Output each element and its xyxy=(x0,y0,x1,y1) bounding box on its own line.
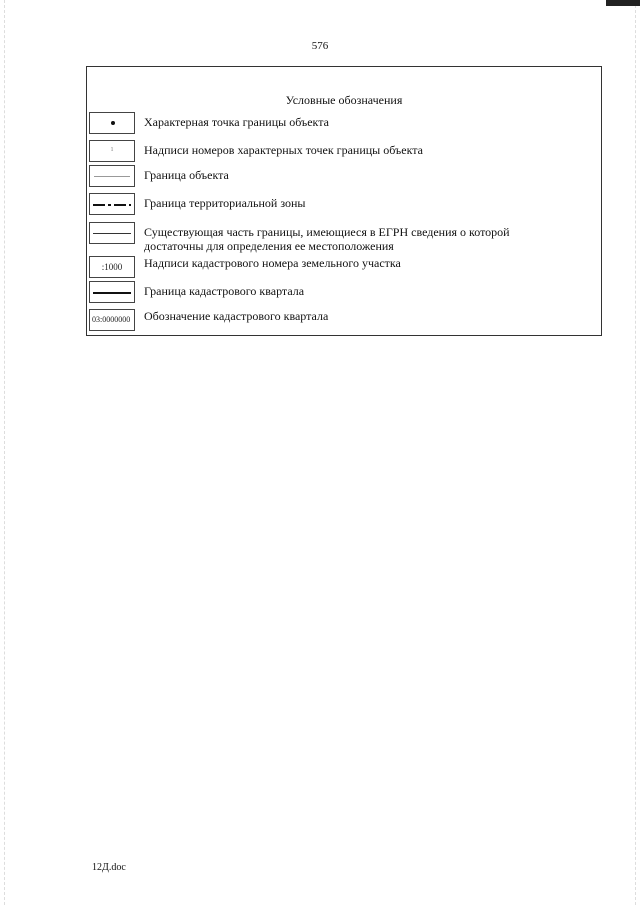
legend-item-label: Граница кадастрового квартала xyxy=(144,284,305,298)
legend-item-label xyxy=(144,225,594,253)
legend-swatch-solid-line xyxy=(89,222,135,244)
legend-title: Условные обозначения xyxy=(285,93,403,107)
swatch-text: 03:0000000 xyxy=(92,315,131,324)
legend-swatch-point-number xyxy=(89,140,135,162)
legend-item-label-line1: Существующая часть границы, имеющиеся в ЕГРН сведения о которой xyxy=(144,225,510,239)
swatch-text: :1000 xyxy=(101,262,123,272)
dash-dot-line-icon xyxy=(93,204,131,206)
scan-edge-right xyxy=(635,0,636,905)
legend-item-label: Граница объекта xyxy=(144,168,229,182)
legend-swatch-thin-line xyxy=(89,165,135,187)
legend-item-label: Граница территориальной зоны xyxy=(144,196,306,210)
legend-item-label-line2: достаточны для определения ее местоположения xyxy=(144,239,394,253)
legend-swatch-parcel-label xyxy=(89,256,135,278)
legend-swatch-dash-dot-line xyxy=(89,193,135,215)
legend-swatch-bold-line xyxy=(89,281,135,303)
scan-edge-left xyxy=(4,0,5,905)
legend-box xyxy=(86,66,602,336)
bold-line-icon xyxy=(93,292,131,294)
point-icon xyxy=(111,121,115,125)
legend-item-label: Надписи номеров характерных точек границы объекта xyxy=(144,143,423,157)
legend-item-label: Надписи кадастрового номера земельного участка xyxy=(144,256,401,270)
legend-item-label: Характерная точка границы объекта xyxy=(144,115,329,129)
footer-filename: 12Д.doc xyxy=(92,862,126,873)
thin-line-icon xyxy=(94,176,130,177)
legend-swatch-point xyxy=(89,112,135,134)
solid-line-icon xyxy=(93,233,131,234)
legend-swatch-quarter-label xyxy=(89,309,135,331)
page-number: 576 xyxy=(311,40,329,52)
scan-corner-mark xyxy=(606,0,640,6)
swatch-text: 1 xyxy=(110,147,114,153)
legend-item-label: Обозначение кадастрового квартала xyxy=(144,309,329,323)
